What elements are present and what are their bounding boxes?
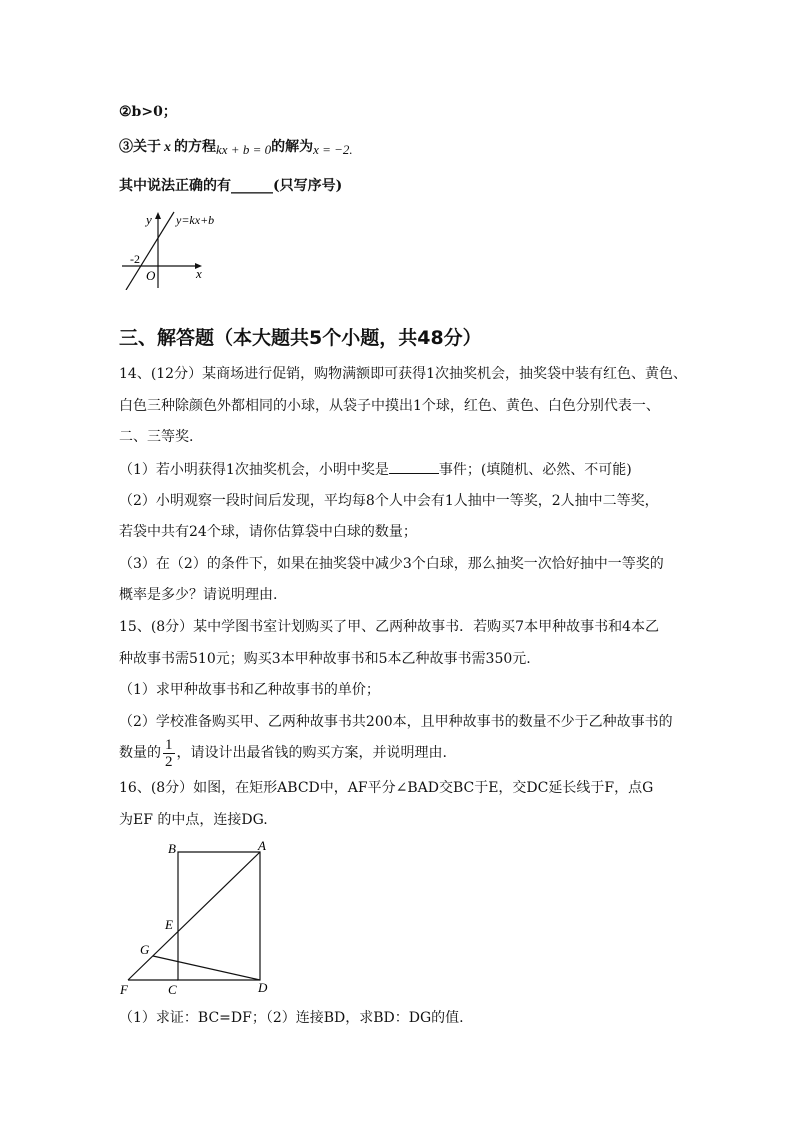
q14-sub-1-text-a: （1）若小明获得1次抽奖机会，小明中奖是 — [119, 462, 389, 478]
graph-x-label: x — [196, 266, 202, 281]
label-e: E — [165, 917, 173, 932]
label-d: D — [258, 980, 268, 995]
q14-line-2: 白色三种除颜色外都相同的小球，从袋子中摸出1个球，红色、黄色、白色分别代表一、 — [119, 398, 660, 414]
q15-sub-2-text-a: 数量的 — [119, 745, 161, 761]
bisector-af — [128, 852, 260, 980]
prev-item-2: ②b>0； — [119, 104, 177, 120]
graph-function-label: y=kx+b — [176, 213, 215, 227]
q15-fraction — [163, 737, 175, 770]
q14-sub-3-line-1: （3）在（2）的条件下，如果在抽奖袋中减少3个白球，那么抽奖一次恰好抽中一等奖的 — [119, 556, 664, 572]
q15-sub-2-text-b: ，请设计出最省钱的购买方案，并说明理由. — [176, 745, 447, 761]
q14-line-3: 二、三等奖. — [119, 429, 194, 445]
prev-item-3-sol-label: 的解为 — [271, 139, 314, 155]
label-f: F — [120, 982, 128, 997]
prev-answer-prompt: 其中说法正确的有______(只写序号) — [119, 178, 343, 194]
section-heading: 三、解答题（本大题共5个小题，共48分） — [119, 327, 482, 349]
rectangle-figure — [110, 835, 280, 1000]
q14-sub-2-line-1: （2）小明观察一段时间后发现，平均每8个人中会有1人抽中一等奖，2人抽中二等奖， — [119, 493, 659, 509]
segment-dg — [153, 956, 260, 980]
linear-function-graph — [118, 208, 228, 290]
graph-origin-label: O — [146, 268, 156, 283]
q15-line-1: 15、(8分）某中学图书室计划购买了甲、乙两种故事书．若购买7本甲种故事书和4本乙 — [119, 619, 659, 635]
q14-sub-2-line-2: 若袋中共有24个球，请你估算袋中白球的数量； — [119, 524, 417, 540]
label-b: B — [168, 841, 176, 856]
q15-sub-2-line-1: （2）学校准备购买甲、乙两种故事书共200本，且甲种故事书的数量不少于乙种故事书的 — [119, 714, 673, 730]
prev-item-3-equation: kx + b = 0 — [216, 142, 272, 157]
q14-sub-1-text-b: 事件；(填随机、必然、不可能) — [438, 462, 632, 478]
label-a: A — [258, 838, 266, 853]
q15-line-2: 种故事书需510元；购买3本甲种故事书和5本乙种故事书需350元. — [119, 651, 531, 667]
label-c: C — [168, 982, 177, 997]
q14-sub-3-line-2: 概率是多少？请说明理由. — [119, 587, 278, 603]
q14-answer-blank — [389, 459, 439, 474]
prev-item-3 — [119, 137, 353, 158]
rectangle-abcd — [178, 852, 260, 980]
q15-sub-2-line-2 — [119, 735, 447, 771]
label-g: G — [140, 942, 150, 957]
q16-line-2: 为EF 的中点，连接DG. — [119, 812, 268, 828]
q14-sub-1 — [119, 459, 632, 480]
prev-item-3-prefix: ③关于 — [119, 139, 161, 155]
graph-intercept-label: -2 — [130, 252, 140, 266]
graph-y-label: y — [146, 212, 152, 227]
q16-subquestions: （1）求证：BC=DF；（2）连接BD，求BD：DG的值. — [119, 1010, 464, 1026]
prev-item-3-var: x — [164, 140, 171, 155]
prev-item-3-mid: 的方程 — [174, 139, 216, 155]
q14-line-1: 14、(12分）某商场进行促销，购物满额即可获得1次抽奖机会，抽奖袋中装有红色、黄色、 — [119, 366, 687, 382]
prev-item-3-solution: x = −2. — [313, 142, 353, 157]
q15-fraction-numerator: 1 — [165, 736, 173, 753]
graph-y-arrow — [155, 212, 161, 219]
q16-line-1: 16、(8分）如图，在矩形ABCD中，AF平分∠BAD交BC于E，交DC延长线于F，点G — [119, 780, 654, 796]
q15-fraction-denominator: 2 — [165, 753, 173, 770]
q15-sub-1: （1）求甲种故事书和乙种故事书的单价； — [119, 682, 380, 698]
